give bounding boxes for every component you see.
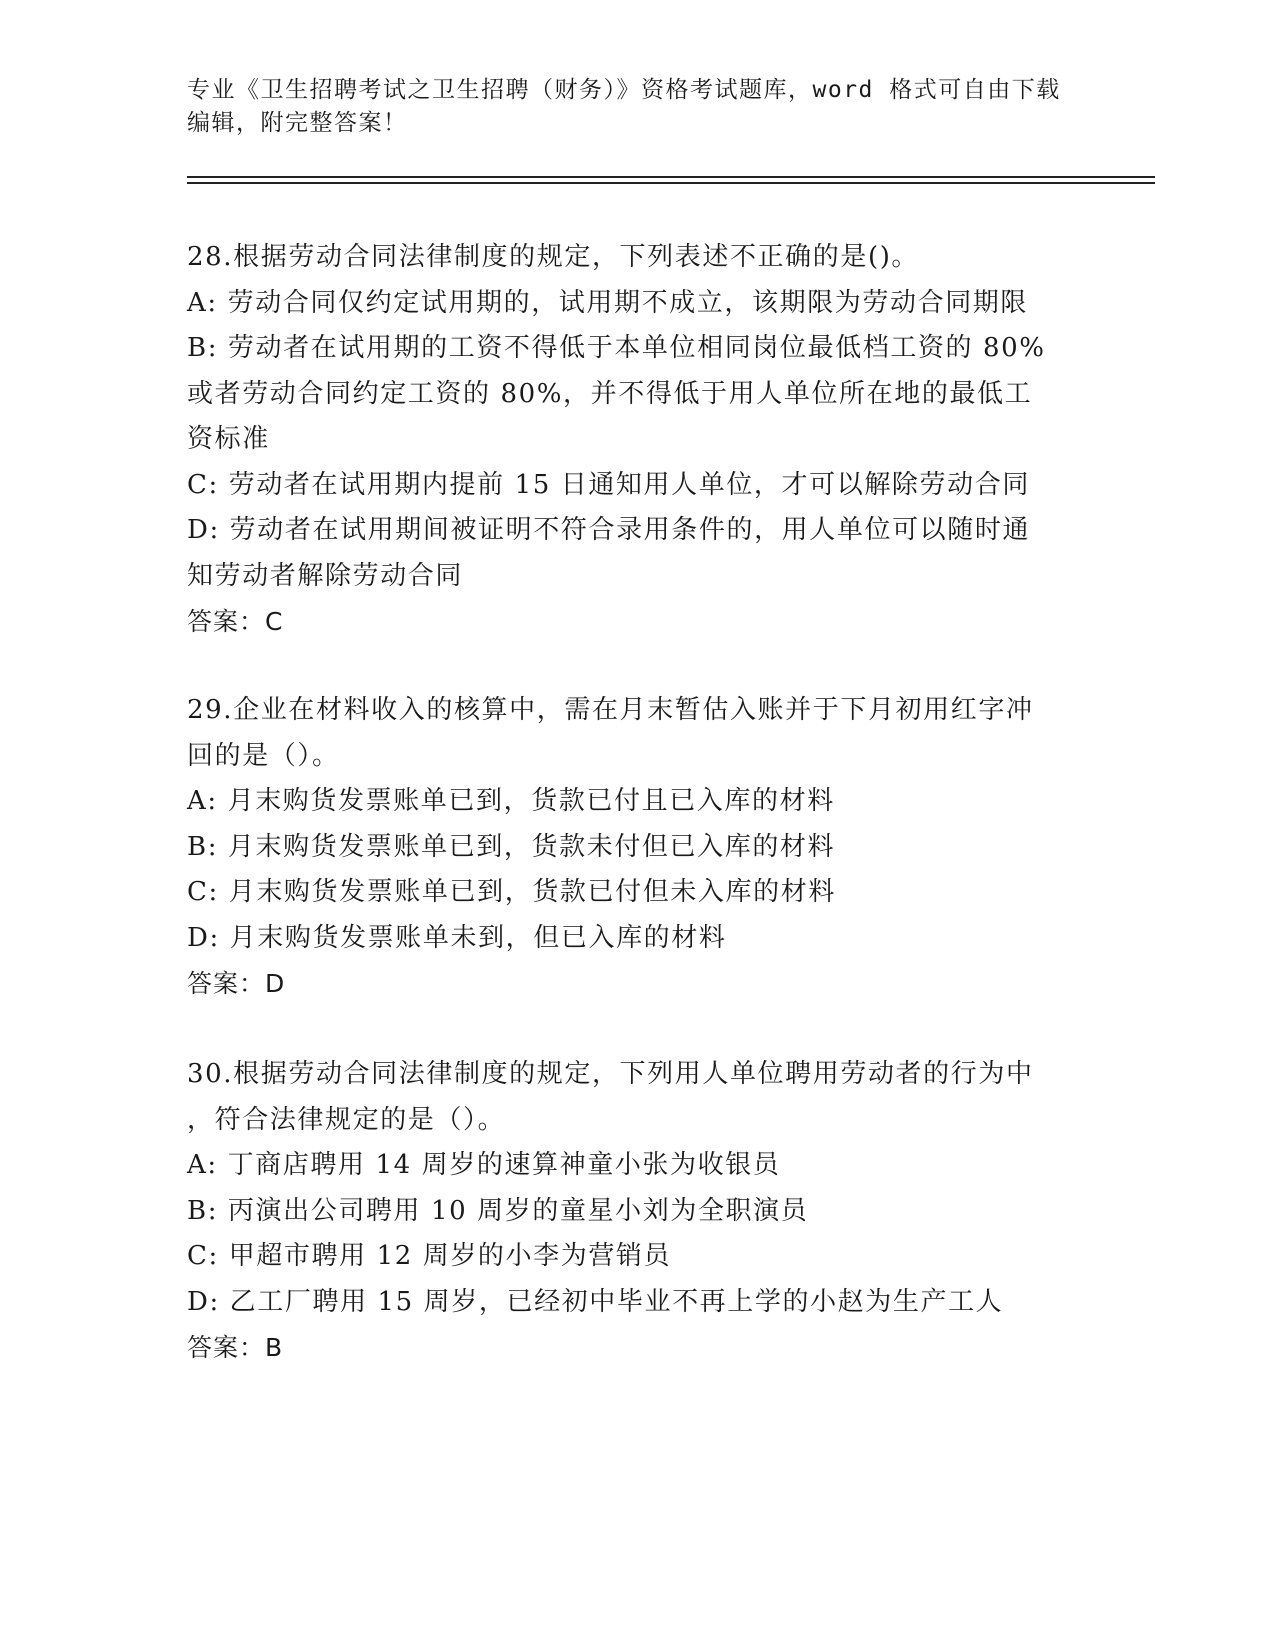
header-line-1: 专业《卫生招聘考试之卫生招聘（财务）》资格考试题库，word 格式可自由下载 [187,77,1061,103]
option-a: A: 丁商店聘用 14 周岁的速算神童小张为收银员 [187,1150,781,1180]
document-header [187,74,1087,140]
option-b: B: 月末购货发票账单已到，货款未付但已入库的材料 [187,831,836,862]
answer: 答案：B [187,1333,284,1362]
option-b-continued: 或者劳动合同约定工资的 80%，并不得低于用人单位所在地的最低工 [187,378,1033,409]
option-b-continued: 资标准 [187,424,270,454]
option-d: D: 乙工厂聘用 15 周岁，已经初中毕业不再上学的小赵为生产工人 [187,1286,1004,1317]
option-c: C: 月末购货发票账单已到，货款已付但未入库的材料 [187,877,836,907]
question-stem-continued: 回的是（）。 [187,740,340,771]
option-d: D: 劳动者在试用期间被证明不符合录用条件的，用人单位可以随时通 [187,515,1031,545]
answer: 答案：D [187,969,286,998]
question-stem-continued: ，符合法律规定的是（）。 [187,1104,506,1135]
header-line-2: 编辑，附完整答案！ [187,110,408,136]
option-d-continued: 知劳动者解除劳动合同 [187,560,464,591]
question-30 [187,1052,1087,1371]
question-stem: 29.企业在材料收入的核算中，需在月末暂估入账并于下月初用红字冲 [187,695,1034,725]
option-b: B: 劳动者在试用期的工资不得低于本单位相同岗位最低档工资的 80% [187,333,1046,363]
option-c: C: 甲超市聘用 12 周岁的小李为营销员 [187,1241,672,1271]
header-divider-bottom [187,182,1155,184]
header-divider-top [187,176,1155,178]
answer: 答案：C [187,607,284,636]
question-stem: 30.根据劳动合同法律制度的规定，下列用人单位聘用劳动者的行为中 [187,1059,1034,1089]
option-a: A: 劳动合同仅约定试用期的，试用期不成立，该期限为劳动合同期限 [187,287,1029,318]
option-a: A: 月末购货发票账单已到，货款已付且已入库的材料 [187,786,835,816]
option-c: C: 劳动者在试用期内提前 15 日通知用人单位，才可以解除劳动合同 [187,469,1030,500]
option-d: D: 月末购货发票账单未到，但已入库的材料 [187,922,727,953]
question-28 [187,235,1087,645]
question-29 [187,688,1087,1007]
option-b: B: 丙演出公司聘用 10 周岁的童星小刘为全职演员 [187,1195,809,1226]
question-stem: 28.根据劳动合同法律制度的规定，下列表述不正确的是()。 [187,242,920,272]
